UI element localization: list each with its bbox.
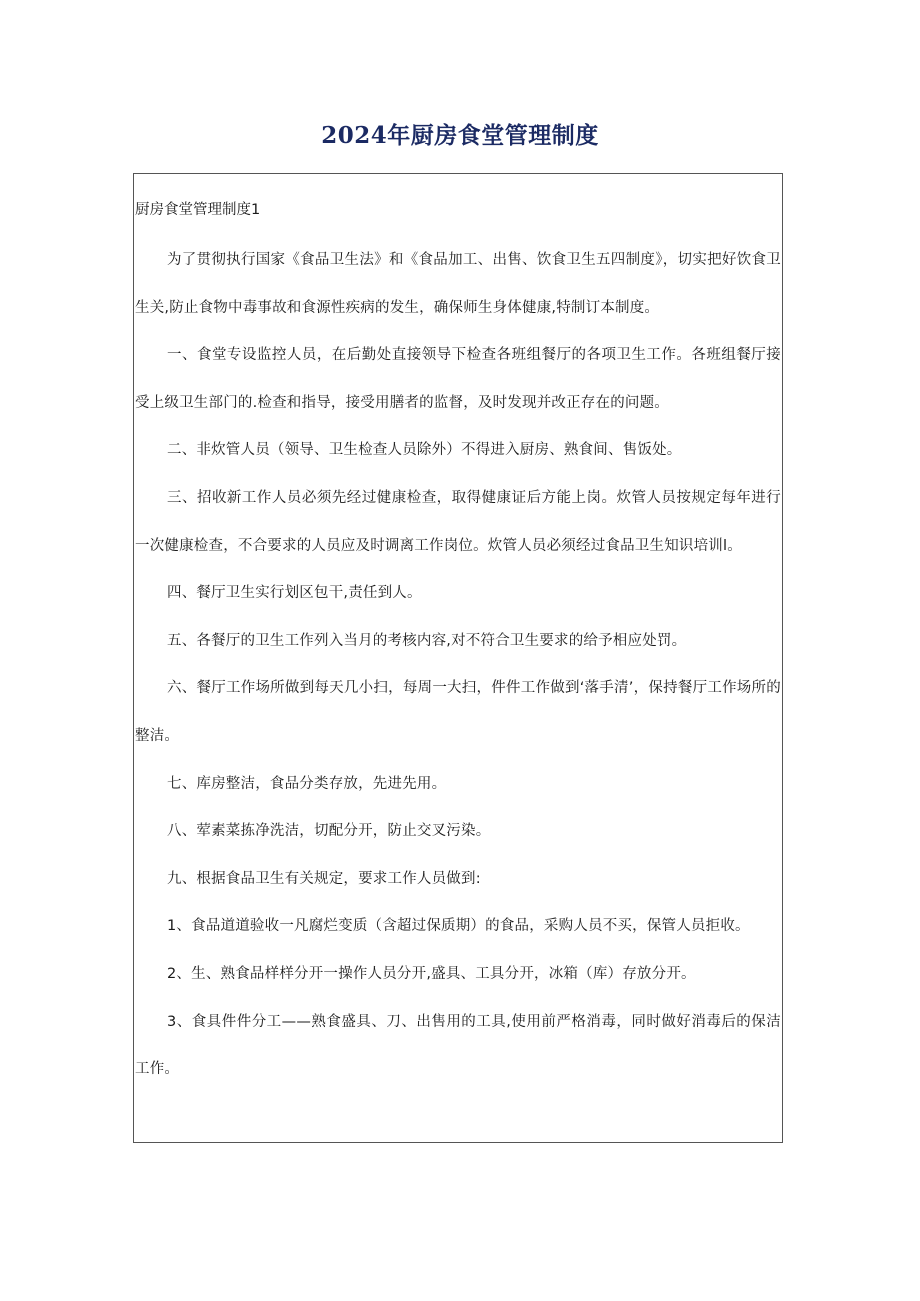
paragraph-intro: 为了贯彻执行国家《食品卫生法》和《食品加工、出售、饮食卫生五四制度》，切实把好饮食卫生关,防止食物中毒事故和食源性疾病的发生，确保师生身体健康,特制订本制度。 — [135, 252, 781, 316]
document-title: 2024年厨房食堂管理制度 — [321, 122, 599, 149]
paragraph-rule-2: 二、非炊管人员（领导、卫生检查人员除外）不得进入厨房、熟食间、售饭处。 — [167, 442, 682, 459]
paragraph-rule-9: 九、根据食品卫生有关规定，要求工作人员做到: — [167, 870, 481, 887]
document-content-box — [133, 173, 783, 1143]
paragraph-rule-5: 五、各餐厅的卫生工作列入当月的考核内容,对不符合卫生要求的给予相应处罚。 — [167, 632, 687, 649]
paragraph-rule-7: 七、库房整洁，食品分类存放，先进先用。 — [167, 775, 447, 792]
paragraph-subrule-3: 3、食具件件分工——熟食盛具、刀、出售用的工具,使用前严格消毒，同时做好消毒后的保洁工作。 — [135, 1013, 781, 1078]
document-body — [135, 237, 781, 1094]
paragraph-rule-1: 一、食堂专设监控人员，在后勤处直接领导下检查各班组餐厅的各项卫生工作。各班组餐厅接受上级卫生部门的.检查和指导，接受用膳者的监督，及时发现并改正存在的问题。 — [135, 347, 781, 411]
paragraph-rule-8: 八、荤素菜拣净洗洁，切配分开，防止交叉污染。 — [167, 823, 491, 840]
section-title: 厨房食堂管理制度1 — [135, 202, 261, 218]
paragraph-rule-6: 六、餐厅工作场所做到每天几小扫，每周一大扫，件件工作做到‘落手清’，保持餐厅工作场所的整洁。 — [135, 680, 781, 744]
paragraph-rule-3: 三、招收新工作人员必须先经过健康检查，取得健康证后方能上岗。炊管人员按规定每年进行一次健康检查，不合要求的人员应及时调离工作岗位。炊管人员必须经过食品卫生知识培训l。 — [135, 489, 781, 554]
paragraph-subrule-1: 1、食品道道验收一凡腐烂变质（含超过保质期）的食品，采购人员不买，保管人员拒收。 — [167, 918, 750, 935]
paragraph-subrule-2: 2、生、熟食品样样分开一操作人员分开,盛具、工具分开，冰箱（库）存放分开。 — [167, 965, 696, 982]
paragraph-rule-4: 四、餐厅卫生实行划区包干,责任到人。 — [167, 585, 422, 602]
